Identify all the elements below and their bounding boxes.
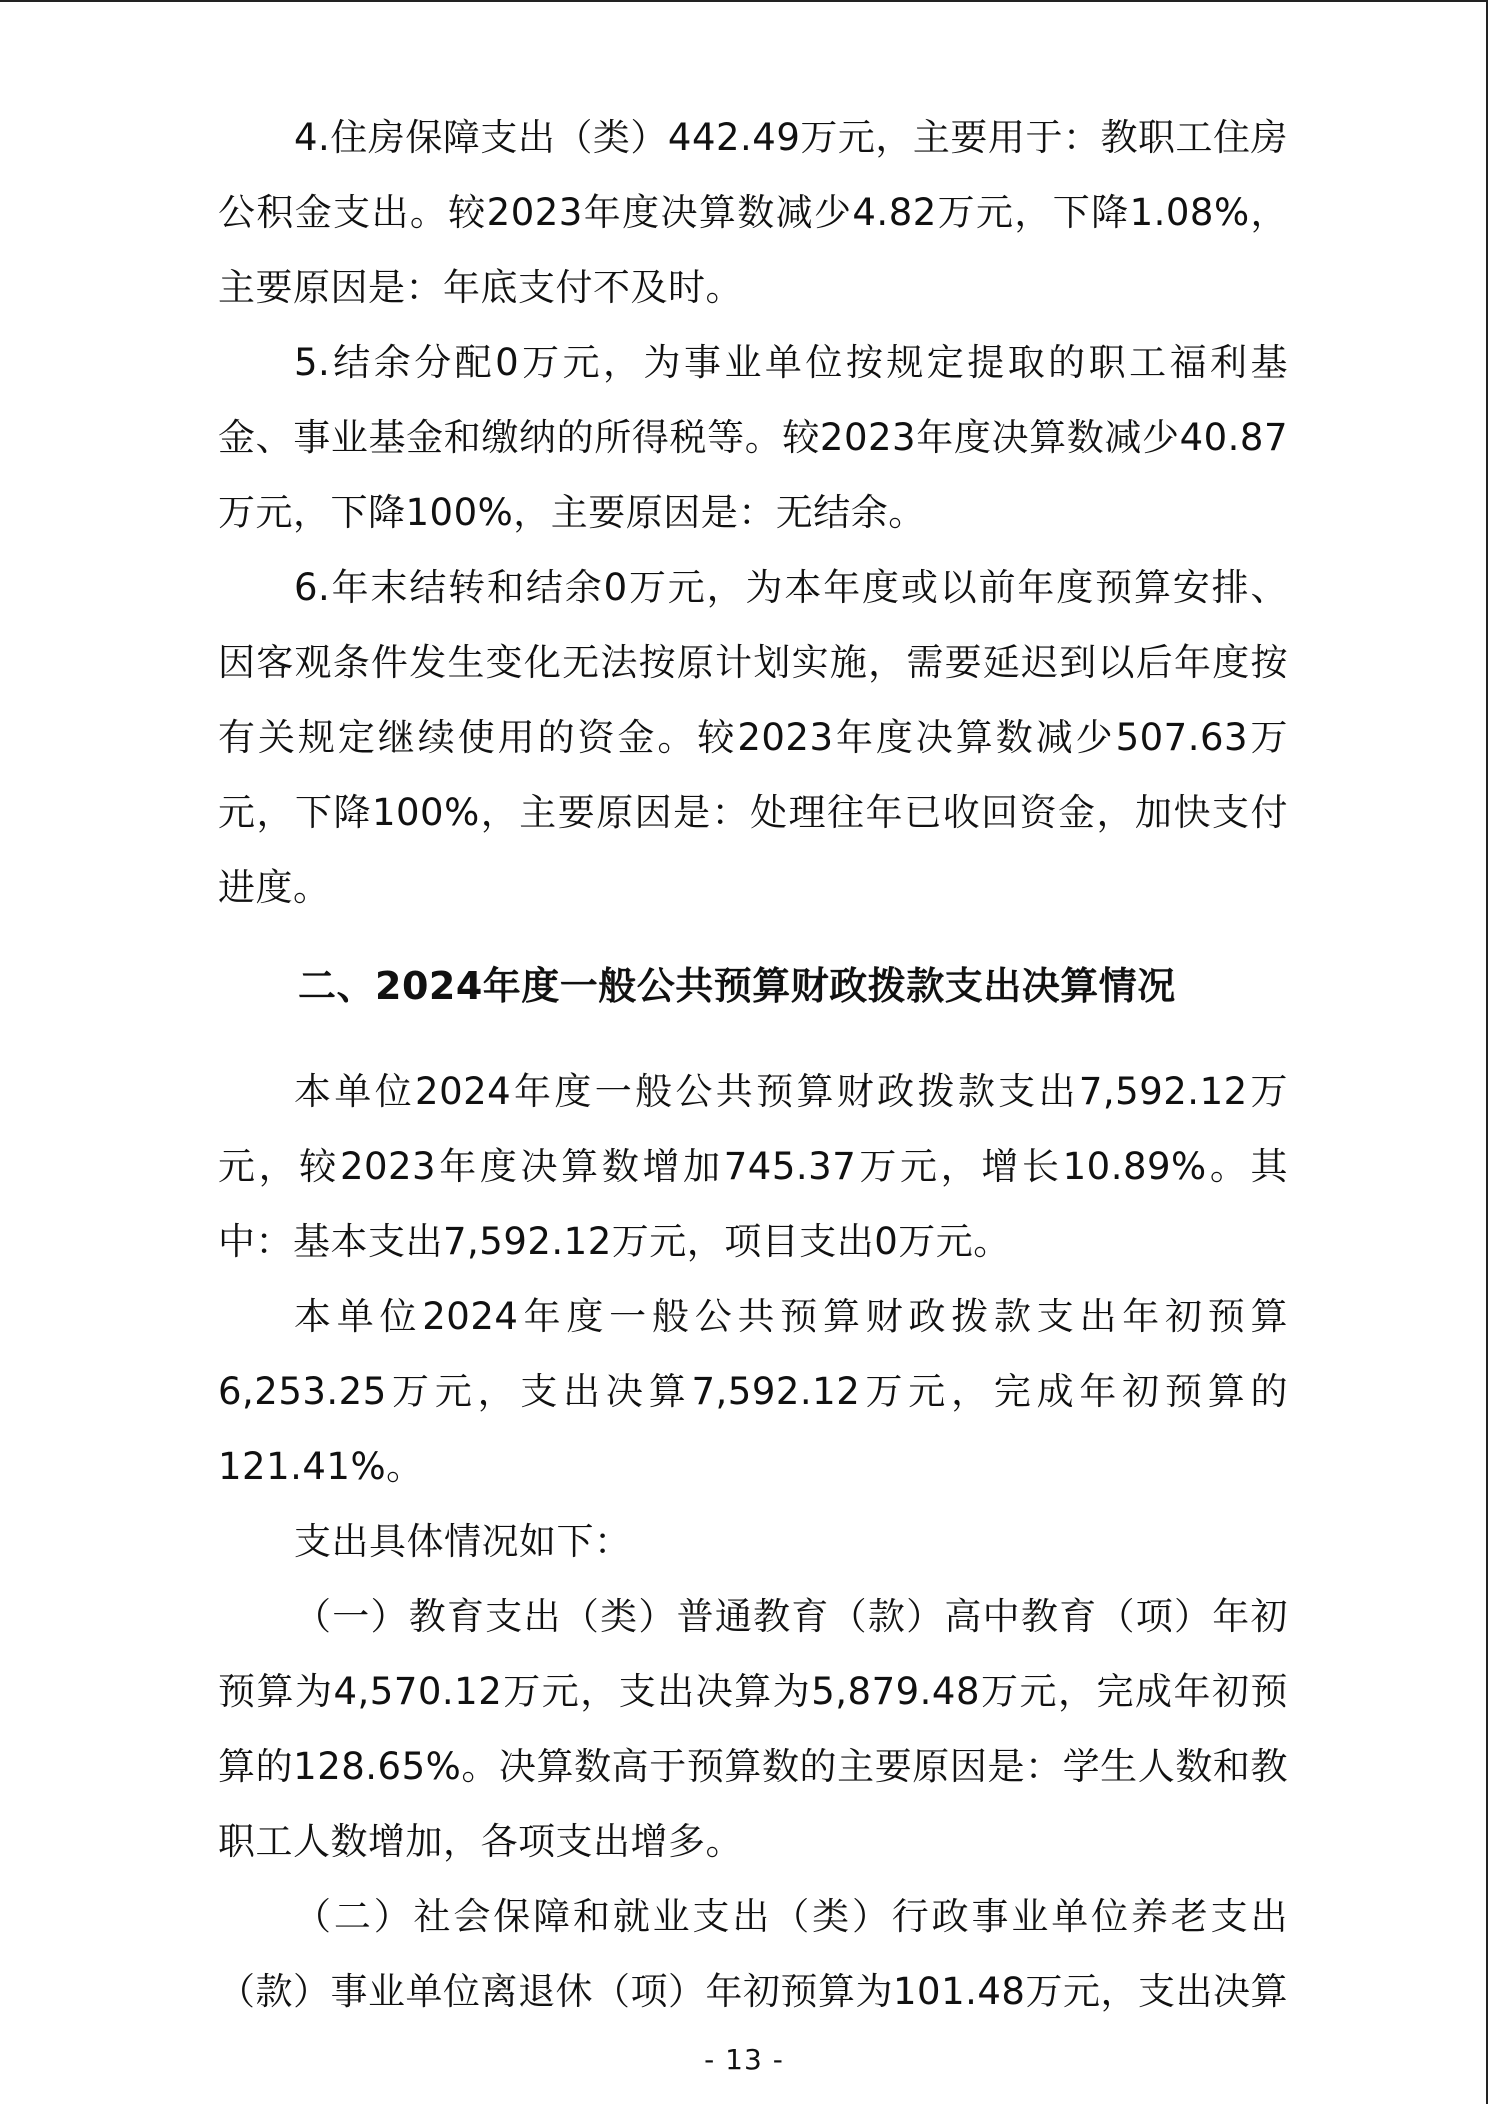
document-body <box>218 100 1288 2029</box>
page-number: - 13 - <box>704 2043 784 2076</box>
paragraph-housing-expenditure: 4.住房保障支出（类）442.49万元，主要用于：教职工住房公积金支出。较2023年度决算数减少4.82万元，下降1.08%，主要原因是：年底支付不及时。 <box>218 116 1288 309</box>
paragraph-total-expenditure: 本单位2024年度一般公共预算财政拨款支出7,592.12万元，较2023年度决算数增加745.37万元，增长10.89%。其中：基本支出7,592.12万元，项目支出0万元。 <box>218 1070 1288 1263</box>
paragraph-social-security-expenditure: （二）社会保障和就业支出（类）行政事业单位养老支出（款）事业单位离退休（项）年初预算为101.48万元，支出决算 <box>218 1895 1288 2013</box>
paragraph-surplus-distribution: 5.结余分配0万元，为事业单位按规定提取的职工福利基金、事业基金和缴纳的所得税等。较2023年度决算数减少40.87万元，下降100%，主要原因是：无结余。 <box>218 341 1288 534</box>
section-heading: 二、2024年度一般公共预算财政拨款支出决算情况 <box>298 964 1176 1008</box>
paragraph-budget-completion: 本单位2024年度一般公共预算财政拨款支出年初预算6,253.25万元，支出决算7,592.12万元，完成年初预算的121.41%。 <box>218 1295 1288 1488</box>
paragraph-education-expenditure: （一）教育支出（类）普通教育（款）高中教育（项）年初预算为4,570.12万元，支出决算为5,879.48万元，完成年初预算的128.65%。决算数高于预算数的主要原因是：学生人数和教职工人数增加，各项支出增多。 <box>218 1595 1288 1863</box>
paragraph-details-intro: 支出具体情况如下： <box>294 1520 632 1563</box>
paragraph-year-end-balance: 6.年末结转和结余0万元，为本年度或以前年度预算安排、因客观条件发生变化无法按原计划实施，需要延迟到以后年度按有关规定继续使用的资金。较2023年度决算数减少507.63万元，下降100%，主要原因是：处理往年已收回资金，加快支付进度。 <box>218 566 1288 909</box>
